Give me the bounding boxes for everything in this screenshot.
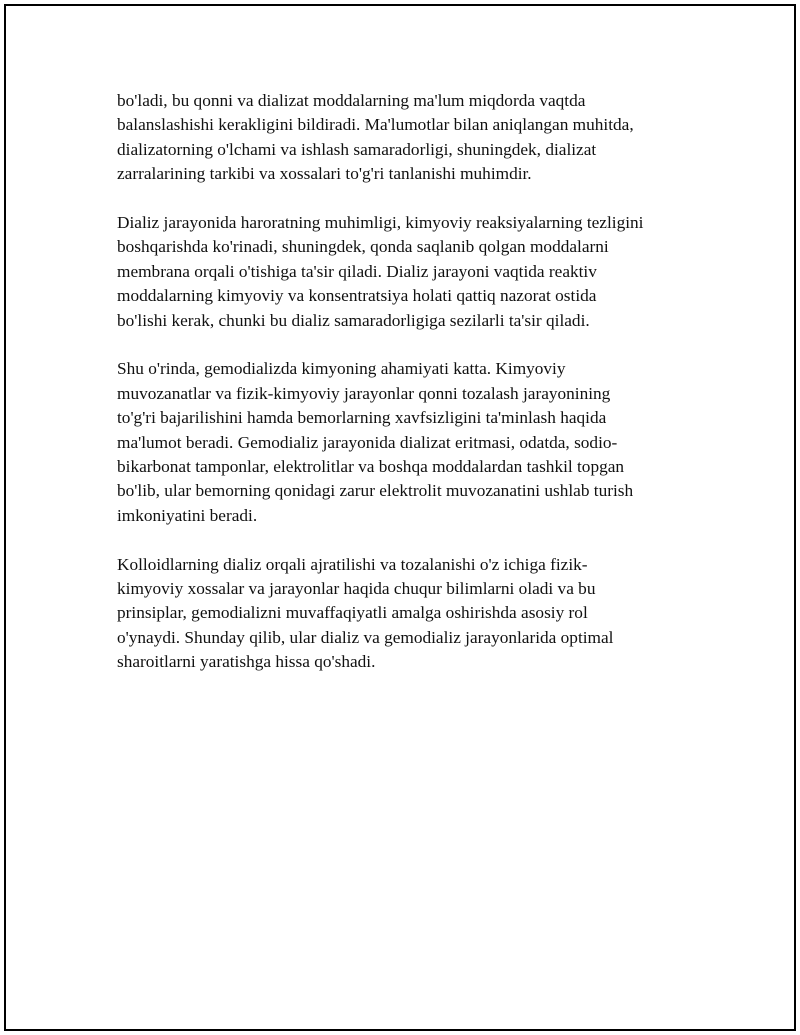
text-line: bo'ladi, bu qonni va dializat moddalarning ma'lum miqdorda vaqtda [117,91,586,110]
text-line: zarralarining tarkibi va xossalari to'g'ri tanlanishi muhimdir. [117,164,532,184]
text-line: bikarbonat tamponlar, elektrolitlar va boshqa moddalardan tashkil topgan [117,457,625,477]
text-line: Shu o'rinda, gemodializda kimyoning ahamiyati katta. Kimyoviy [117,359,566,379]
text-line: o'ynaydi. Shunday qilib, ular dializ va gemodializ jarayonlarida optimal [117,627,614,647]
text-line: to'g'ri bajarilishini hamda bemorlarning xavfsizligini ta'minlash haqida [117,408,607,428]
paragraph-4 [117,553,702,675]
text-line: bo'lishi kerak, chunki bu dializ samaradorligiga sezilarli ta'sir qiladi. [117,310,590,330]
paragraph-3 [117,357,702,528]
paragraph-1 [117,89,702,187]
document-body [117,89,702,699]
text-line: dializatorning o'lchami va ishlash samaradorligi, shuningdek, dializat [117,139,597,159]
paragraph-2 [117,211,702,333]
text-line: prinsiplar, gemodializni muvaffaqiyatli amalga oshirishda asosiy rol [117,603,588,623]
text-line: Kolloidlarning dializ orqali ajratilishi va tozalanishi o'z ichiga fizik- [117,554,588,574]
text-line: bo'lib, ular bemorning qonidagi zarur elektrolit muvozanatini ushlab turish [117,481,634,501]
text-line: boshqarishda ko'rinadi, shuningdek, qonda saqlanib qolgan moddalarni [117,237,609,257]
text-line: kimyoviy xossalar va jarayonlar haqida chuqur bilimlarni oladi va bu [117,579,596,599]
text-line: muvozanatlar va fizik-kimyoviy jarayonlar qonni tozalash jarayonining [117,383,611,403]
text-line: ma'lumot beradi. Gemodializ jarayonida dializat eritmasi, odatda, sodio- [117,432,618,452]
text-line: sharoitlarni yaratishga hissa qo'shadi. [117,652,376,672]
text-line: moddalarning kimyoviy va konsentratsiya holati qattiq nazorat ostida [117,286,597,306]
text-line: Dializ jarayonida haroratning muhimligi, kimyoviy reaksiyalarning tezligini [117,213,644,233]
text-line: balanslashishi kerakligini bildiradi. Ma'lumotlar bilan aniqlangan muhitda, [117,115,634,135]
text-line: membrana orqali o'tishiga ta'sir qiladi. Dializ jarayoni vaqtida reaktiv [117,261,597,281]
text-line: imkoniyatini beradi. [117,505,258,525]
